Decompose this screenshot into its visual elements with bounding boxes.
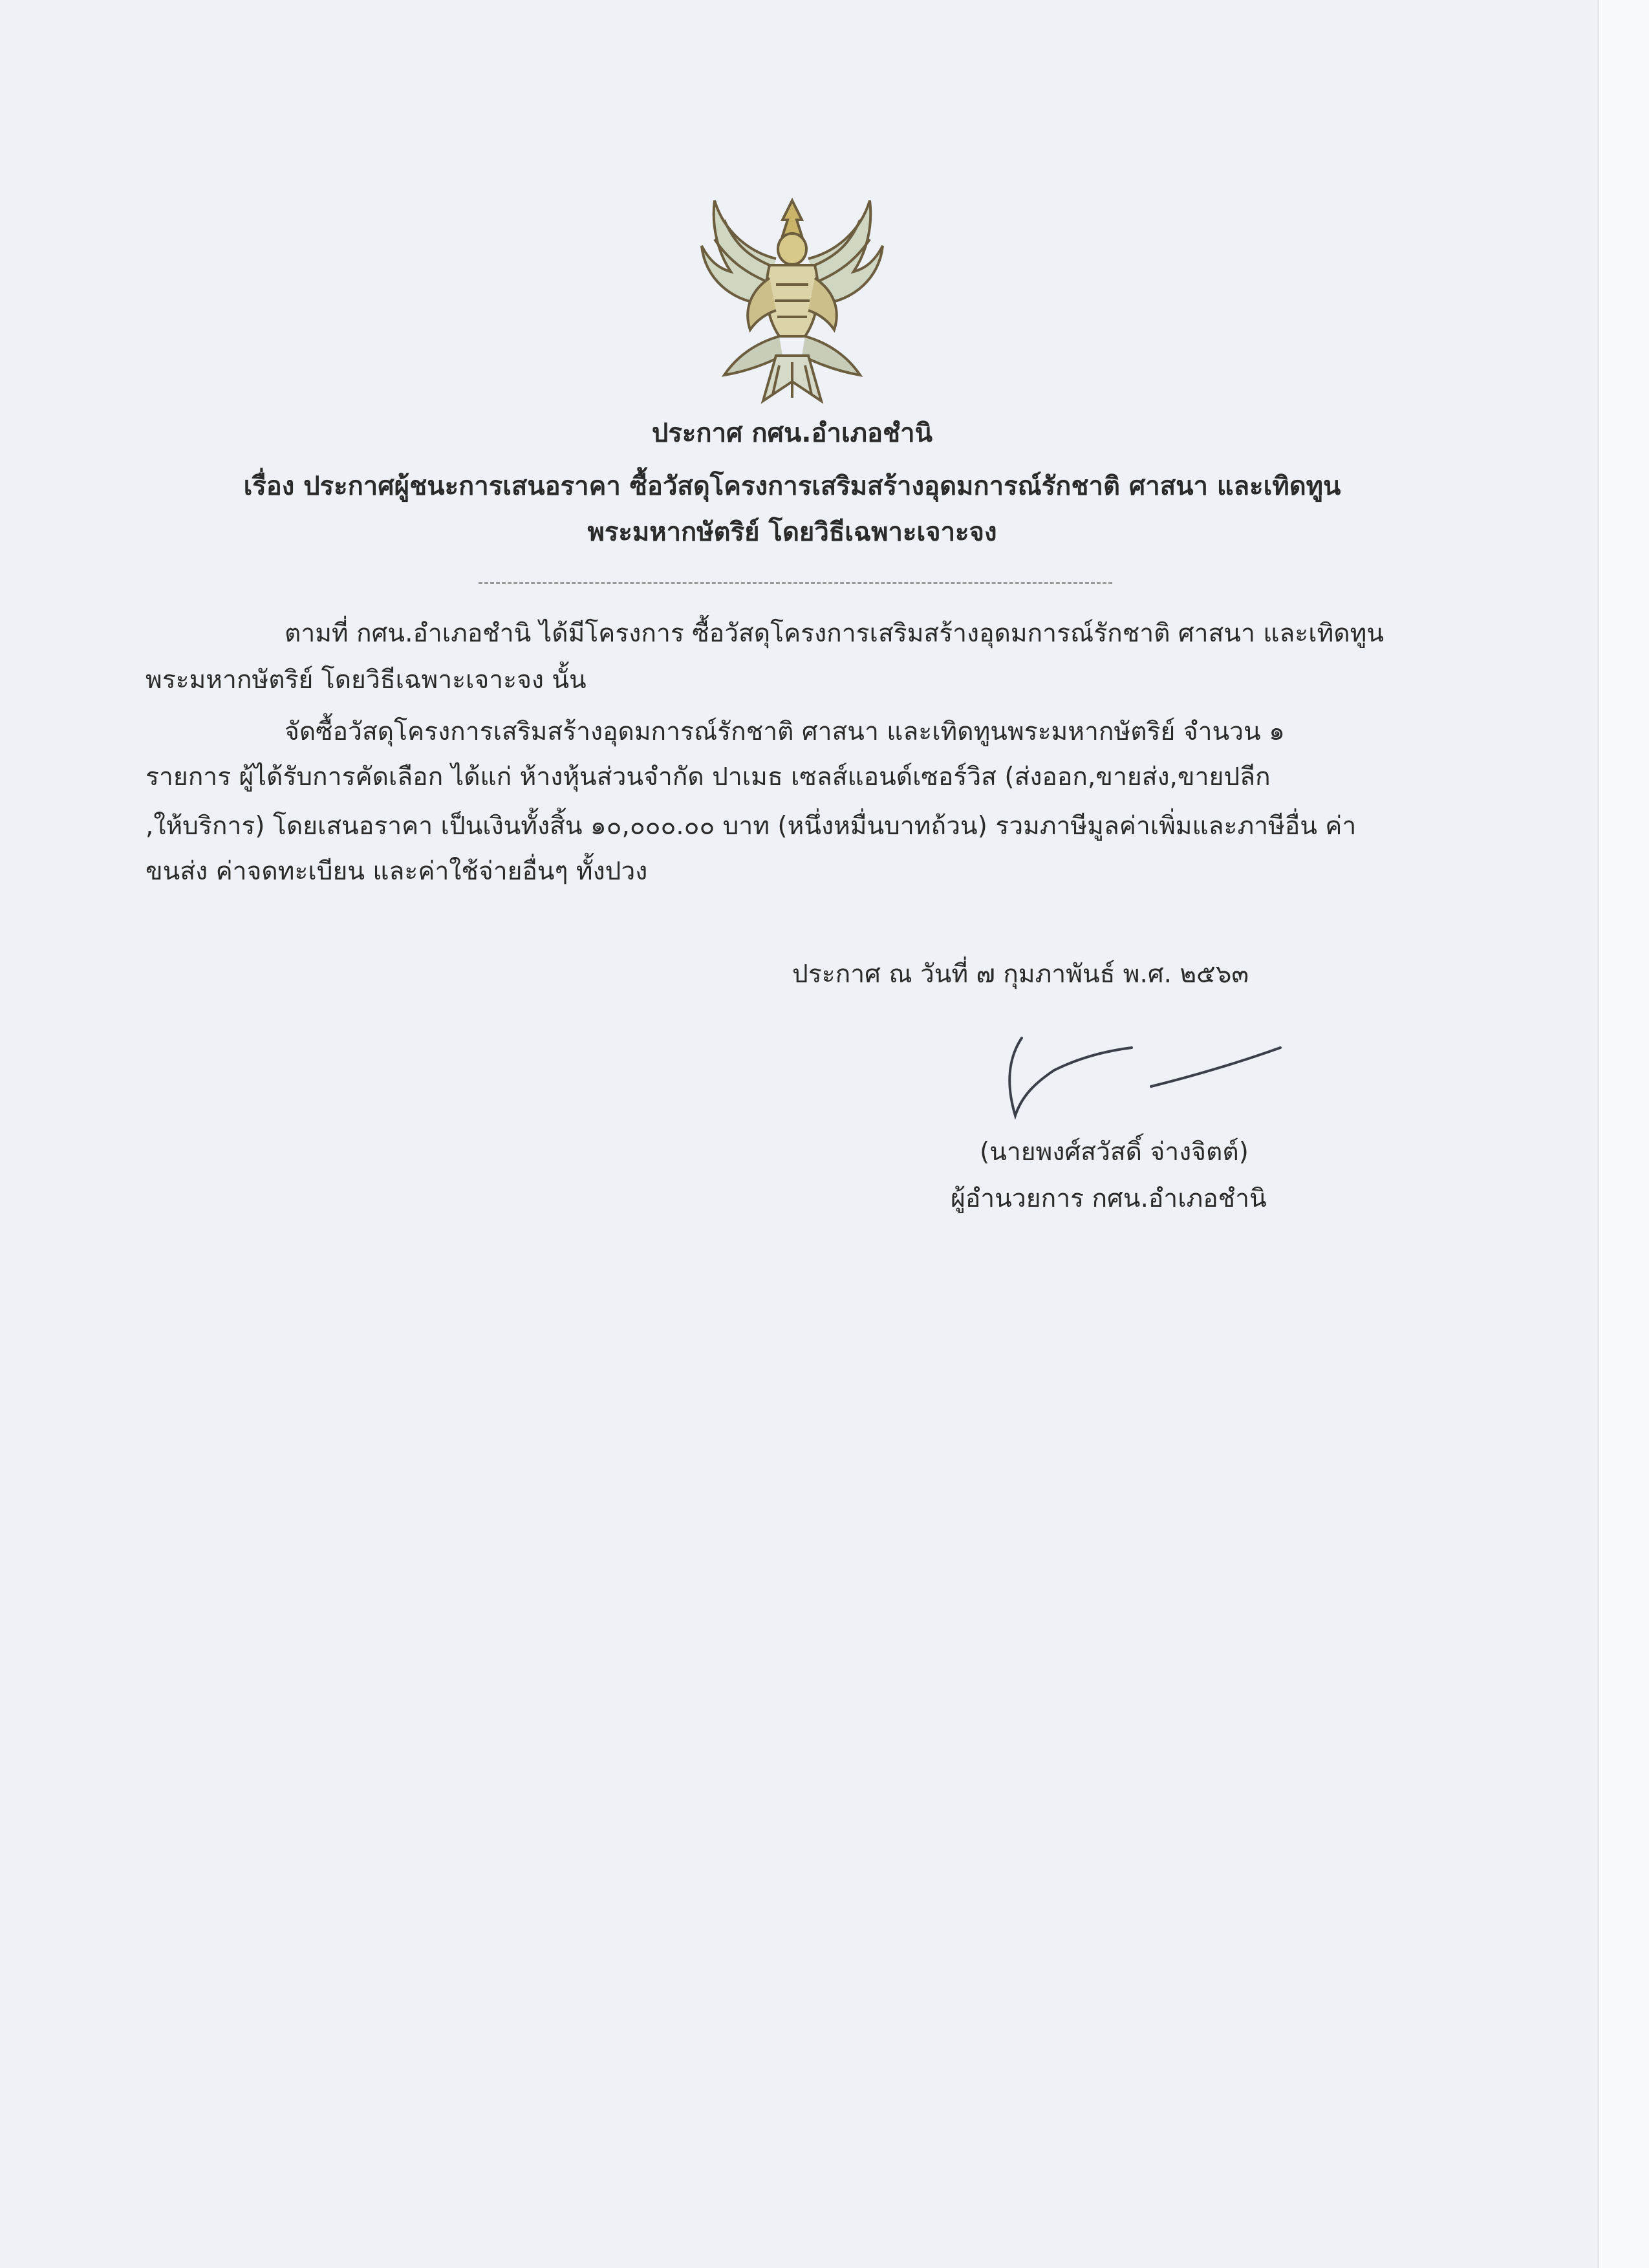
- page-edge: [1597, 0, 1649, 2268]
- paragraph-1-line-1: ตามที่ กศน.อำเภอชำนิ ได้มีโครงการ ซื้อวัสดุโครงการเสริมสร้างอุดมการณ์รักชาติ ศาสนา และเทิดทูน: [285, 619, 1384, 648]
- paragraph-2-line-4: ขนส่ง ค่าจดทะเบียน และค่าใช้จ่ายอื่นๆ ทั้งปวง: [146, 857, 648, 886]
- paragraph-2-line-2: รายการ ผู้ได้รับการคัดเลือก ได้แก่ ห้างหุ้นส่วนจำกัด ปาเมธ เซลส์แอนด์เซอร์วิส (ส่งออก,ขายส่ง,ขายปลีก: [146, 762, 1271, 792]
- signatory-name: (นายพงศ์สวัสดิ์ จ่างจิตต์): [980, 1138, 1249, 1167]
- paragraph-1-line-2: พระมหากษัตริย์ โดยวิธีเฉพาะเจาะจง นั้น: [146, 665, 587, 695]
- signatory-position: ผู้อำนวยการ กศน.อำเภอชำนิ: [951, 1184, 1267, 1213]
- subject-line-2: พระมหากษัตริย์ โดยวิธีเฉพาะเจาะจง: [587, 517, 997, 547]
- garuda-emblem-icon: [685, 181, 899, 420]
- announce-date: ประกาศ ณ วันที่ ๗ กุมภาพันธ์ พ.ศ. ๒๕๖๓: [792, 960, 1249, 989]
- paragraph-2-line-1: จัดซื้อวัสดุโครงการเสริมสร้างอุดมการณ์รักชาติ ศาสนา และเทิดทูนพระมหากษัตริย์ จำนวน ๑: [285, 717, 1285, 746]
- subject-line-1: เรื่อง ประกาศผู้ชนะการเสนอราคา ซื้อวัสดุโครงการเสริมสร้างอุดมการณ์รักชาติ ศาสนา และเทิดทูน: [243, 471, 1341, 501]
- heading-divider: [479, 582, 1112, 584]
- paragraph-2-line-3: ,ให้บริการ) โดยเสนอราคา เป็นเงินทั้งสิ้น ๑๐,๐๐๐.๐๐ บาท (หนึ่งหมื่นบาทถ้วน) รวมภาษีมูลค่าเพิ่มและภาษีอื่น ค่า: [146, 812, 1357, 841]
- document-title: ประกาศ กศน.อำเภอชำนิ: [651, 418, 932, 448]
- handwritten-signature: [983, 1025, 1287, 1135]
